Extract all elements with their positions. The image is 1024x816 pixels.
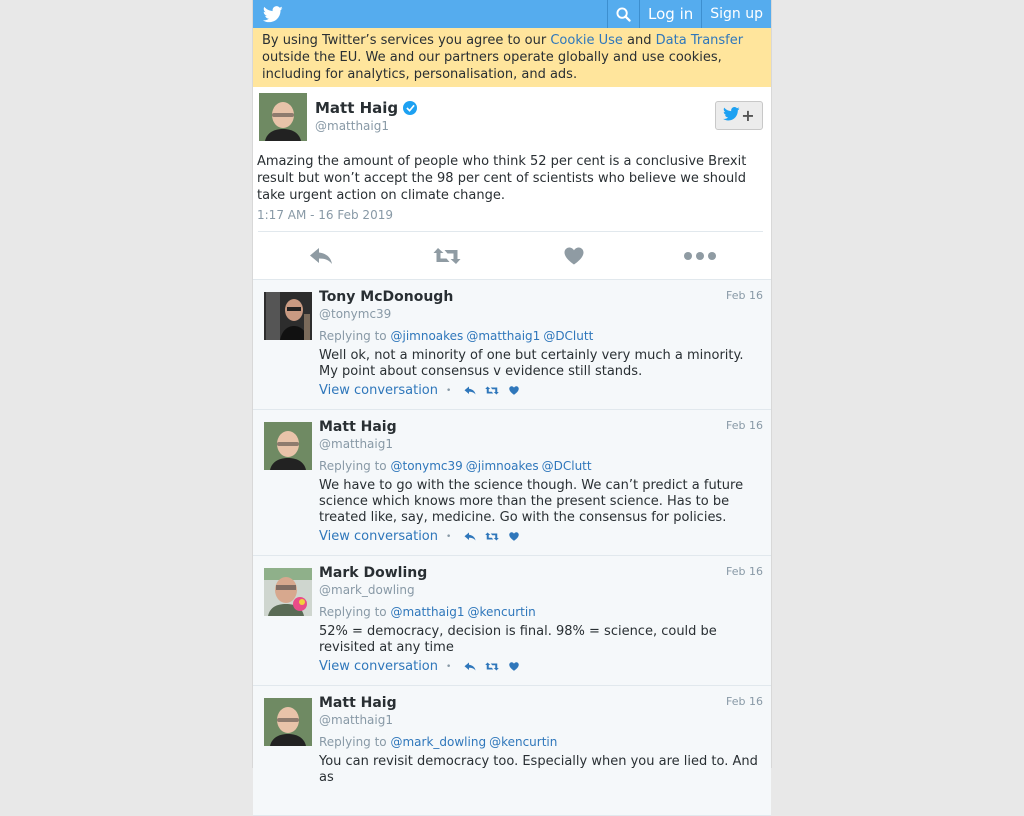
mention-link[interactable]: @jimnoakes xyxy=(390,329,464,343)
avatar[interactable] xyxy=(264,422,312,470)
login-link[interactable]: Log in xyxy=(639,0,701,28)
reply-author-handle[interactable]: @mark_dowling xyxy=(319,583,415,597)
tweet-actions xyxy=(258,231,763,279)
separator-dot: • xyxy=(446,661,452,672)
author-info xyxy=(315,99,417,151)
reply-author-handle[interactable]: @matthaig1 xyxy=(319,437,393,451)
reply-text: You can revisit democracy too. Especially when you are lied to. And as xyxy=(319,754,758,785)
mention-link[interactable]: @matthaig1 xyxy=(390,605,465,619)
retweet-icon[interactable] xyxy=(481,386,503,395)
topbar-actions xyxy=(607,0,771,28)
retweet-icon[interactable] xyxy=(415,236,479,276)
retweet-icon[interactable] xyxy=(481,662,503,671)
main-tweet-header xyxy=(257,93,767,151)
follow-bird-icon xyxy=(723,106,740,125)
author-name-row xyxy=(315,99,417,117)
heart-icon[interactable] xyxy=(503,532,525,541)
author-name[interactable]: Matt Haig xyxy=(315,99,399,117)
page xyxy=(252,0,772,785)
reply-text: Well ok, not a minority of one but certainly very much a minority. My point about consensus v evidence still stands. xyxy=(319,348,744,379)
replying-to xyxy=(319,328,763,344)
replying-to xyxy=(319,734,763,750)
view-conversation-link[interactable]: View conversation xyxy=(319,659,438,674)
twitter-bird-icon[interactable] xyxy=(255,0,291,28)
cookie-use-link[interactable]: Cookie Use xyxy=(550,33,623,48)
list-item[interactable] xyxy=(253,280,771,410)
reply-author-name[interactable]: Tony McDonough xyxy=(319,289,454,305)
signup-link[interactable]: Sign up xyxy=(701,0,771,28)
follow-button[interactable] xyxy=(715,101,763,130)
list-item[interactable] xyxy=(253,556,771,686)
replying-label: Replying to xyxy=(319,329,387,343)
list-item[interactable] xyxy=(253,686,771,816)
retweet-icon[interactable] xyxy=(481,532,503,541)
reply-author-handle[interactable]: @tonymc39 xyxy=(319,307,392,321)
verified-badge-icon xyxy=(403,101,417,115)
replying-label: Replying to xyxy=(319,735,387,749)
tweet-timestamp[interactable]: 1:17 AM - 16 Feb 2019 xyxy=(257,208,393,222)
reply-date[interactable]: Feb 16 xyxy=(726,565,763,578)
more-icon[interactable] xyxy=(668,236,732,276)
top-bar xyxy=(253,0,771,28)
author-handle[interactable]: @matthaig1 xyxy=(315,119,389,133)
search-icon[interactable] xyxy=(607,0,639,28)
separator-dot: • xyxy=(446,385,452,396)
avatar[interactable] xyxy=(264,568,312,616)
replying-to xyxy=(319,458,763,474)
cookie-text-2: and xyxy=(622,33,656,48)
avatar[interactable] xyxy=(264,292,312,340)
reply-date[interactable]: Feb 16 xyxy=(726,419,763,432)
reply-icon[interactable] xyxy=(459,532,481,541)
mention-link[interactable]: @mark_dowling xyxy=(390,735,487,749)
reply-list xyxy=(253,279,771,816)
main-tweet xyxy=(253,87,771,279)
mention-link[interactable]: @DClutt xyxy=(541,459,592,473)
mention-link[interactable]: @jimnoakes xyxy=(465,459,539,473)
list-item[interactable] xyxy=(253,410,771,556)
mention-link[interactable]: @DClutt xyxy=(543,329,594,343)
reply-text: 52% = democracy, decision is final. 98% = science, could be revisited at any time xyxy=(319,624,717,655)
reply-footer xyxy=(319,659,763,674)
mention-link[interactable]: @kencurtin xyxy=(489,735,558,749)
reply-text: We have to go with the science though. We can’t predict a future science which knows more than the present science. Has to be treated like, say, medicine. Go with the consensus for policies. xyxy=(319,478,744,525)
view-conversation-link[interactable]: View conversation xyxy=(319,529,438,544)
avatar[interactable] xyxy=(259,93,307,141)
reply-author-name[interactable]: Matt Haig xyxy=(319,695,397,711)
reply-icon[interactable] xyxy=(289,236,353,276)
cookie-banner xyxy=(253,28,771,87)
reply-date[interactable]: Feb 16 xyxy=(726,695,763,708)
avatar[interactable] xyxy=(264,698,312,746)
reply-footer xyxy=(319,529,763,544)
heart-icon[interactable] xyxy=(503,386,525,395)
tweet-text: Amazing the amount of people who think 52 per cent is a conclusive Brexit result but won’t accept the 98 per cent of scientists who believe we should take urgent action on climate change. xyxy=(257,154,747,203)
heart-icon[interactable] xyxy=(503,662,525,671)
separator-dot: • xyxy=(446,531,452,542)
reply-author-name[interactable]: Mark Dowling xyxy=(319,565,428,581)
heart-icon[interactable] xyxy=(542,236,606,276)
replying-label: Replying to xyxy=(319,459,387,473)
mention-link[interactable]: @kencurtin xyxy=(467,605,536,619)
reply-author-handle[interactable]: @matthaig1 xyxy=(319,713,393,727)
replying-to xyxy=(319,604,763,620)
reply-footer xyxy=(319,383,763,398)
cookie-text-1: By using Twitter’s services you agree to our xyxy=(262,33,551,48)
reply-author-name[interactable]: Matt Haig xyxy=(319,419,397,435)
replying-label: Replying to xyxy=(319,605,387,619)
plus-icon: + xyxy=(741,106,755,125)
reply-icon[interactable] xyxy=(459,662,481,671)
data-transfer-link[interactable]: Data Transfer xyxy=(655,33,744,48)
reply-icon[interactable] xyxy=(459,386,481,395)
cookie-text-3: outside the EU. We and our partners operate globally and use cookies, including for analytics, personalisation, and ads. xyxy=(262,50,722,82)
view-conversation-link[interactable]: View conversation xyxy=(319,383,438,398)
mention-link[interactable]: @matthaig1 xyxy=(466,329,541,343)
mention-link[interactable]: @tonymc39 xyxy=(390,459,463,473)
reply-date[interactable]: Feb 16 xyxy=(726,289,763,302)
